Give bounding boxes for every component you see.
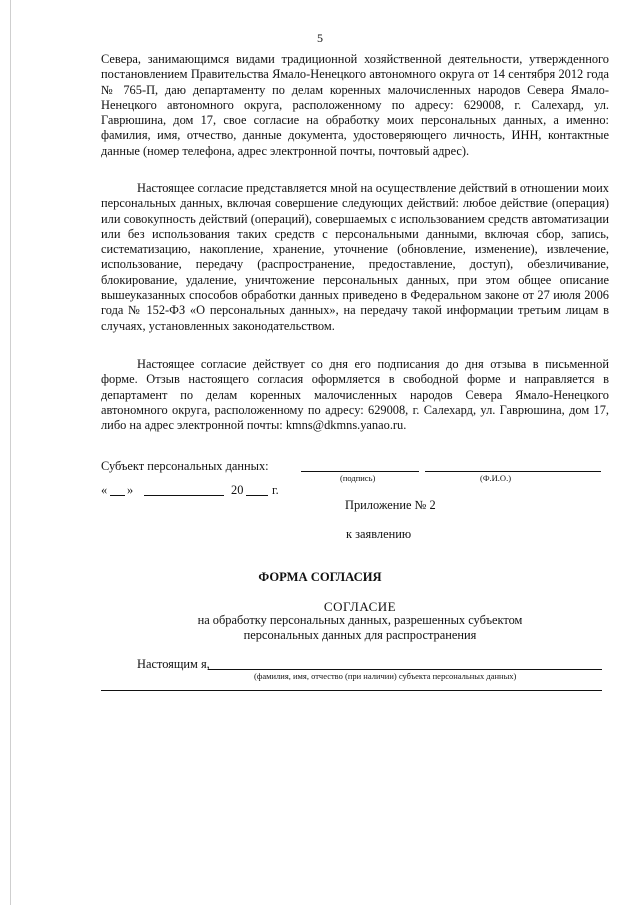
date-year-line[interactable]	[246, 495, 268, 496]
date-open-quote: «	[101, 483, 108, 497]
consent-subtitle	[0, 613, 640, 642]
consent-paragraph-3: Настоящее согласие действует со дня его подписания до дня отзыва в письменной форме. Отзыв настоящего согласия оформляется в свободной форме и направляется в департамент по делам коренных малочисленных народов Севера Ямало-Ненецкого автономного округа, расположенному по адресу: 629008, г. Салехард, ул. Гаврюшина, дом 17, либо на адрес электронной почты: kmns@dkmns.yanao.ru.	[101, 357, 609, 433]
date-day-line[interactable]	[110, 495, 125, 496]
date-close-quote: »	[127, 483, 134, 497]
form-heading: ФОРМА СОГЛАСИЯ	[258, 570, 382, 584]
consent-paragraph-2: Настоящее согласие представляется мной на осуществление действий в отношении моих персональных данных, включая совершение следующих действий: любое действие (операция) или совокупность действий (операций), совершаемых с использованием средств автоматизации или без использования таких средств с персональными данными, включая сбор, запись, систематизацию, накопление, хранение, уточнение (обновление, изменение), извлечение, использование, передачу (распространение, предоставление, доступ), обезличивание, блокирование, удаление, уничтожение персональных данных, при этом общее описание вышеуказанных способов обработки данных приведено в Федеральном законе от 27 июля 2006 года № 152-ФЗ «О персональных данных», на передачу такой информации третьим лицам в случаях, установленных законодательством.	[101, 181, 609, 333]
page-number: 5	[317, 31, 323, 45]
full-name-caption: (Ф.И.О.)	[480, 473, 512, 483]
continuation-line[interactable]	[101, 690, 602, 691]
date-year-prefix: 20	[231, 483, 244, 497]
consent-paragraph-1: Севера, занимающимся видами традиционной хозяйственной деятельности, утвержденного постановлением Правительства Ямало-Ненецкого автономного округа от 14 сентября 2012 года № 765-П, даю департаменту по делам коренных малочисленных народов Севера Ямало-Ненецкого автономного округа, расположенному по адресу: 629008, г. Салехард, ул. Гаврюшина, дом 17, свое согласие на обработку моих персональных данных, а именно: фамилия, имя, отчество, данные документа, удостоверяющего личность, ИНН, контактные данные (номер телефона, адрес электронной почты, почтовый адрес).	[101, 52, 609, 158]
attachment-subtitle: к заявлению	[346, 527, 412, 541]
subject-name-caption: (фамилия, имя, отчество (при наличии) субъекта персональных данных)	[254, 671, 517, 681]
date-year-suffix: г.	[272, 483, 279, 497]
subject-name-line[interactable]	[208, 669, 602, 670]
signature-caption: (подпись)	[340, 473, 376, 483]
intro-label: Настоящим я,	[137, 657, 210, 671]
signature-line[interactable]	[301, 471, 419, 472]
consent-subtitle-line-2: персональных данных для распространения	[243, 627, 477, 642]
consent-title: СОГЛАСИЕ	[323, 599, 397, 614]
attachment-title: Приложение № 2	[345, 498, 436, 512]
page-edge-line	[10, 0, 11, 905]
subject-signature-label: Субъект персональных данных:	[101, 459, 269, 473]
date-month-line[interactable]	[144, 495, 224, 496]
full-name-line[interactable]	[425, 471, 601, 472]
consent-subtitle-line-1: на обработку персональных данных, разрешенных субъектом	[197, 613, 523, 627]
